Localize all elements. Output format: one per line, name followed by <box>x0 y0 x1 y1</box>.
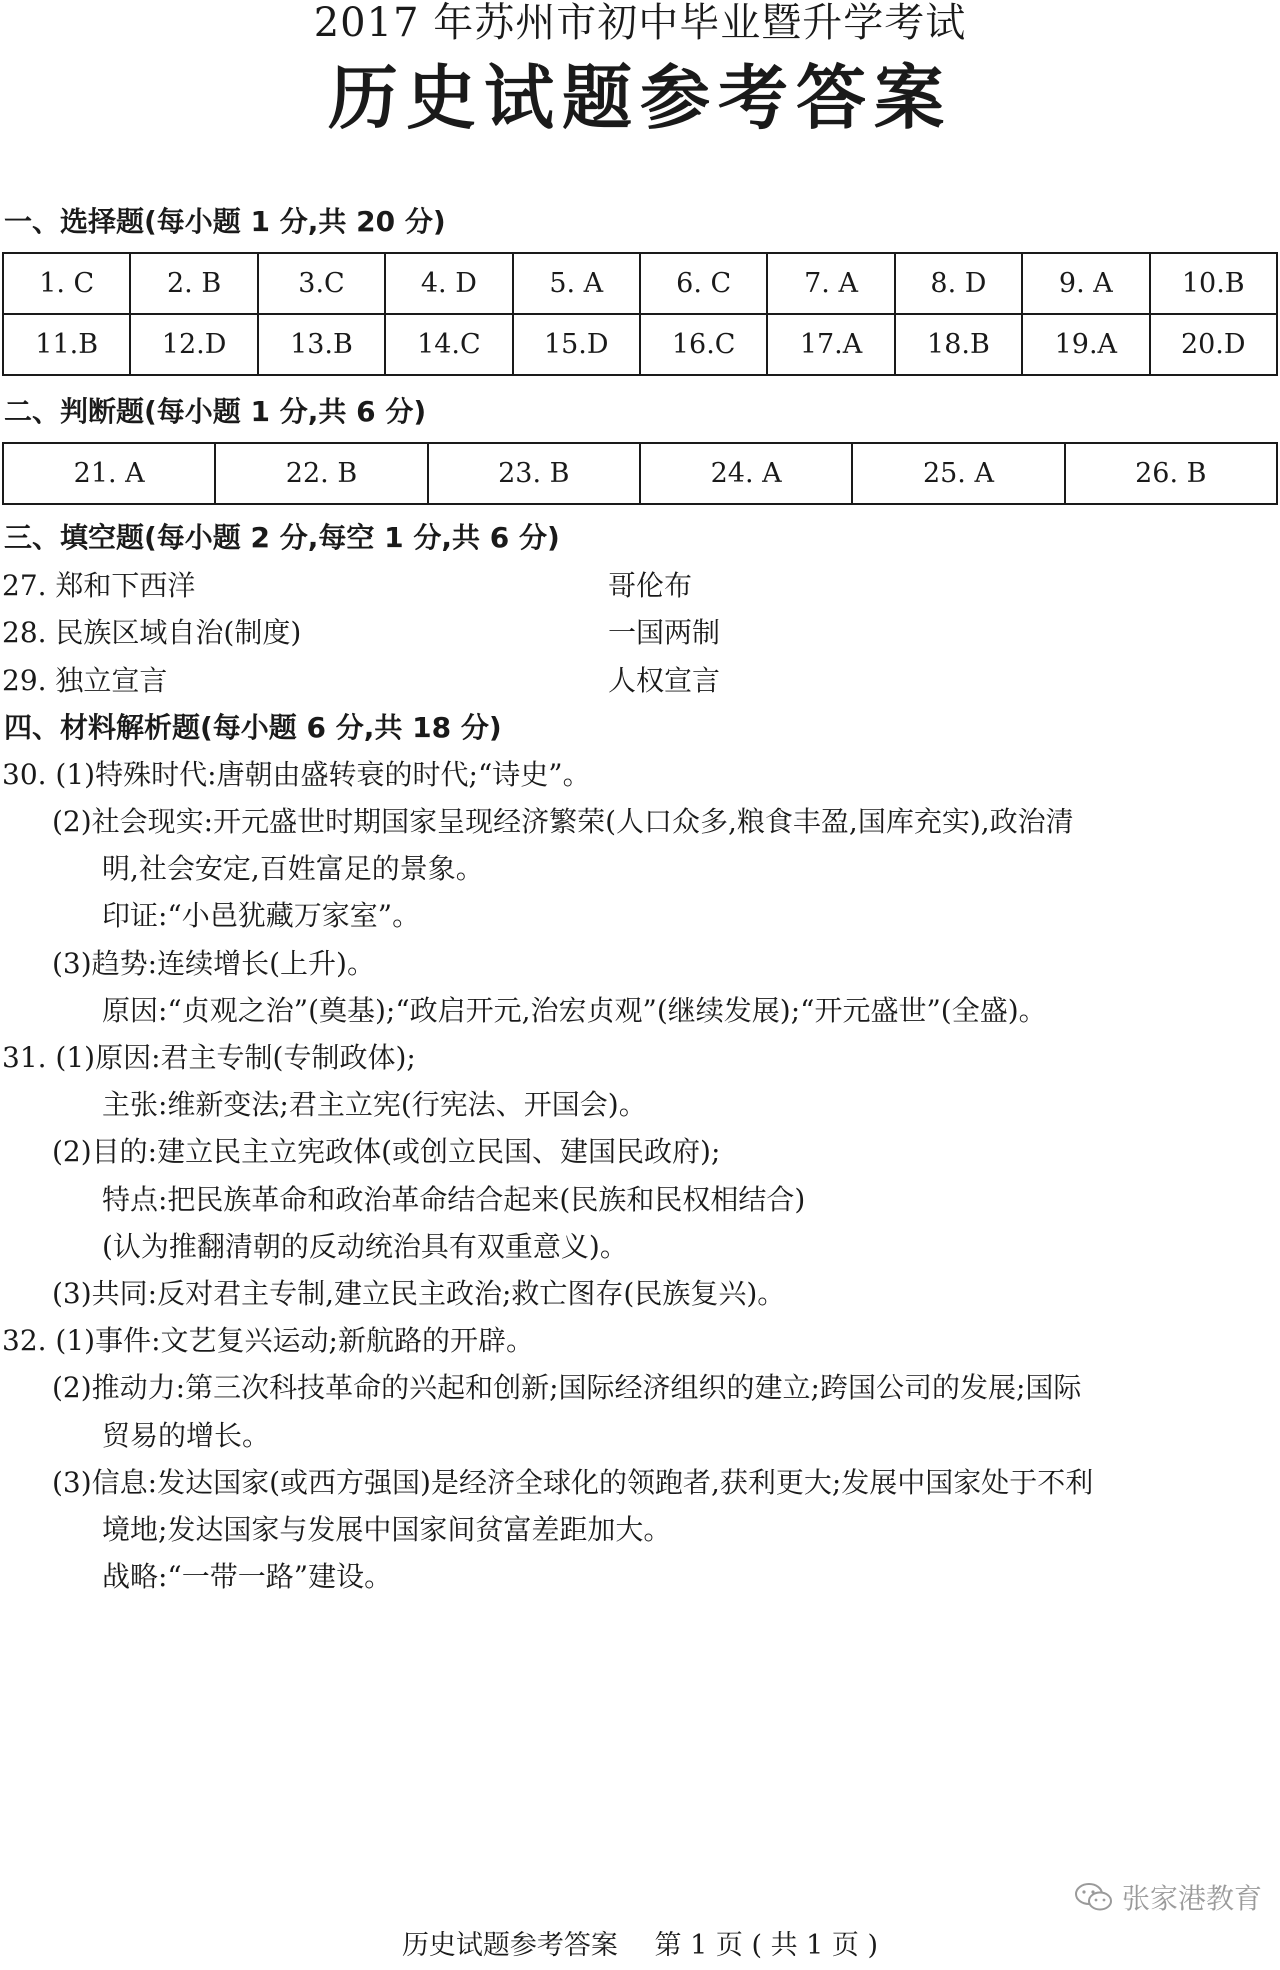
answer-line: 战略:“一带一路”建设。 <box>102 1560 393 1593</box>
answer-cell: 16.C <box>640 314 767 375</box>
fill-answer-27: 27. 郑和下西洋 <box>2 569 196 602</box>
answer-cell: 8. D <box>895 253 1022 314</box>
answer-line: 原因:“贞观之治”(奠基);“政启开元,治宏贞观”(继续发展);“开元盛世”(全盛)。 <box>102 994 1047 1027</box>
answer-cell: 21. A <box>3 443 215 504</box>
exam-title-line1: 2017 年苏州市初中毕业暨升学考试 <box>313 0 967 46</box>
watermark-text: 张家港教育 <box>1121 1882 1262 1915</box>
answer-cell: 13.B <box>258 314 385 375</box>
exam-title-line2: 历史试题参考答案 <box>328 57 952 139</box>
true-false-answer-table <box>2 442 1278 505</box>
answer-cell: 11.B <box>3 314 130 375</box>
footer-page-number: 第 1 页 ( 共 1 页 ) <box>654 1930 879 1961</box>
answer-cell: 17.A <box>767 314 894 375</box>
answer-line: (2)推动力:第三次科技革命的兴起和创新;国际经济组织的建立;跨国公司的发展;国际 <box>52 1371 1082 1404</box>
answer-line: 30. (1)特殊时代:唐朝由盛转衰的时代;“诗史”。 <box>2 758 591 791</box>
answer-cell: 9. A <box>1022 253 1149 314</box>
section1-heading: 一、选择题(每小题 1 分,共 20 分) <box>4 205 446 238</box>
answer-cell: 10.B <box>1150 253 1277 314</box>
answer-cell: 3.C <box>258 253 385 314</box>
section3-heading: 三、填空题(每小题 2 分,每空 1 分,共 6 分) <box>4 521 560 554</box>
answer-line: 31. (1)原因:君主专制(专制政体); <box>2 1041 416 1074</box>
answer-cell: 23. B <box>428 443 640 504</box>
answer-cell: 18.B <box>895 314 1022 375</box>
answer-line: (3)信息:发达国家(或西方强国)是经济全球化的领跑者,获利更大;发展中国家处于不利 <box>52 1466 1094 1499</box>
fill-answer-28: 28. 民族区域自治(制度) <box>2 616 302 649</box>
page-footer <box>0 1928 1280 1964</box>
table-row <box>3 443 1277 504</box>
answer-line: (2)目的:建立民主立宪政体(或创立民国、建国民政府); <box>52 1135 721 1168</box>
section2-heading: 二、判断题(每小题 1 分,共 6 分) <box>4 395 427 428</box>
answer-cell: 24. A <box>640 443 852 504</box>
answer-line: (2)社会现实:开元盛世时期国家呈现经济繁荣(人口众多,粮食丰盈,国库充实),政治清 <box>52 805 1074 838</box>
footer-title: 历史试题参考答案 <box>401 1930 618 1961</box>
answer-cell: 22. B <box>215 443 427 504</box>
multiple-choice-answer-table <box>2 252 1278 376</box>
answer-cell: 7. A <box>767 253 894 314</box>
answer-line: 主张:维新变法;君主立宪(行宪法、开国会)。 <box>102 1088 647 1121</box>
answer-cell: 2. B <box>130 253 257 314</box>
watermark <box>1074 1877 1262 1917</box>
answer-cell: 6. C <box>640 253 767 314</box>
answer-line: 贸易的增长。 <box>102 1419 271 1452</box>
answer-cell: 25. A <box>852 443 1064 504</box>
wechat-icon <box>1074 1881 1114 1913</box>
fill-answer-27-b: 哥伦布 <box>608 569 693 602</box>
table-row <box>3 314 1277 375</box>
answer-cell: 12.D <box>130 314 257 375</box>
answer-line: 特点:把民族革命和政治革命结合起来(民族和民权相结合) <box>102 1183 806 1216</box>
answer-line: 印证:“小邑犹藏万家室”。 <box>102 899 421 932</box>
answer-line: (3)趋势:连续增长(上升)。 <box>52 947 375 980</box>
answer-line: 明,社会安定,百姓富足的景象。 <box>102 852 484 885</box>
section4-heading: 四、材料解析题(每小题 6 分,共 18 分) <box>4 711 502 744</box>
answer-cell: 5. A <box>513 253 640 314</box>
fill-answer-29-b: 人权宣言 <box>608 664 721 697</box>
answer-cell: 26. B <box>1065 443 1277 504</box>
answer-cell: 4. D <box>385 253 512 314</box>
answer-cell: 19.A <box>1022 314 1149 375</box>
answer-line: 32. (1)事件:文艺复兴运动;新航路的开辟。 <box>2 1324 534 1357</box>
answer-line: (认为推翻清朝的反动统治具有双重意义)。 <box>102 1230 628 1263</box>
fill-answer-29: 29. 独立宣言 <box>2 664 168 697</box>
answer-cell: 15.D <box>513 314 640 375</box>
answer-cell: 20.D <box>1150 314 1277 375</box>
answer-cell: 14.C <box>385 314 512 375</box>
table-row <box>3 253 1277 314</box>
fill-answer-28-b: 一国两制 <box>608 616 721 649</box>
answer-cell: 1. C <box>3 253 130 314</box>
answer-line: (3)共同:反对君主专制,建立民主政治;救亡图存(民族复兴)。 <box>52 1277 786 1310</box>
answer-line: 境地;发达国家与发展中国家间贫富差距加大。 <box>102 1513 672 1546</box>
